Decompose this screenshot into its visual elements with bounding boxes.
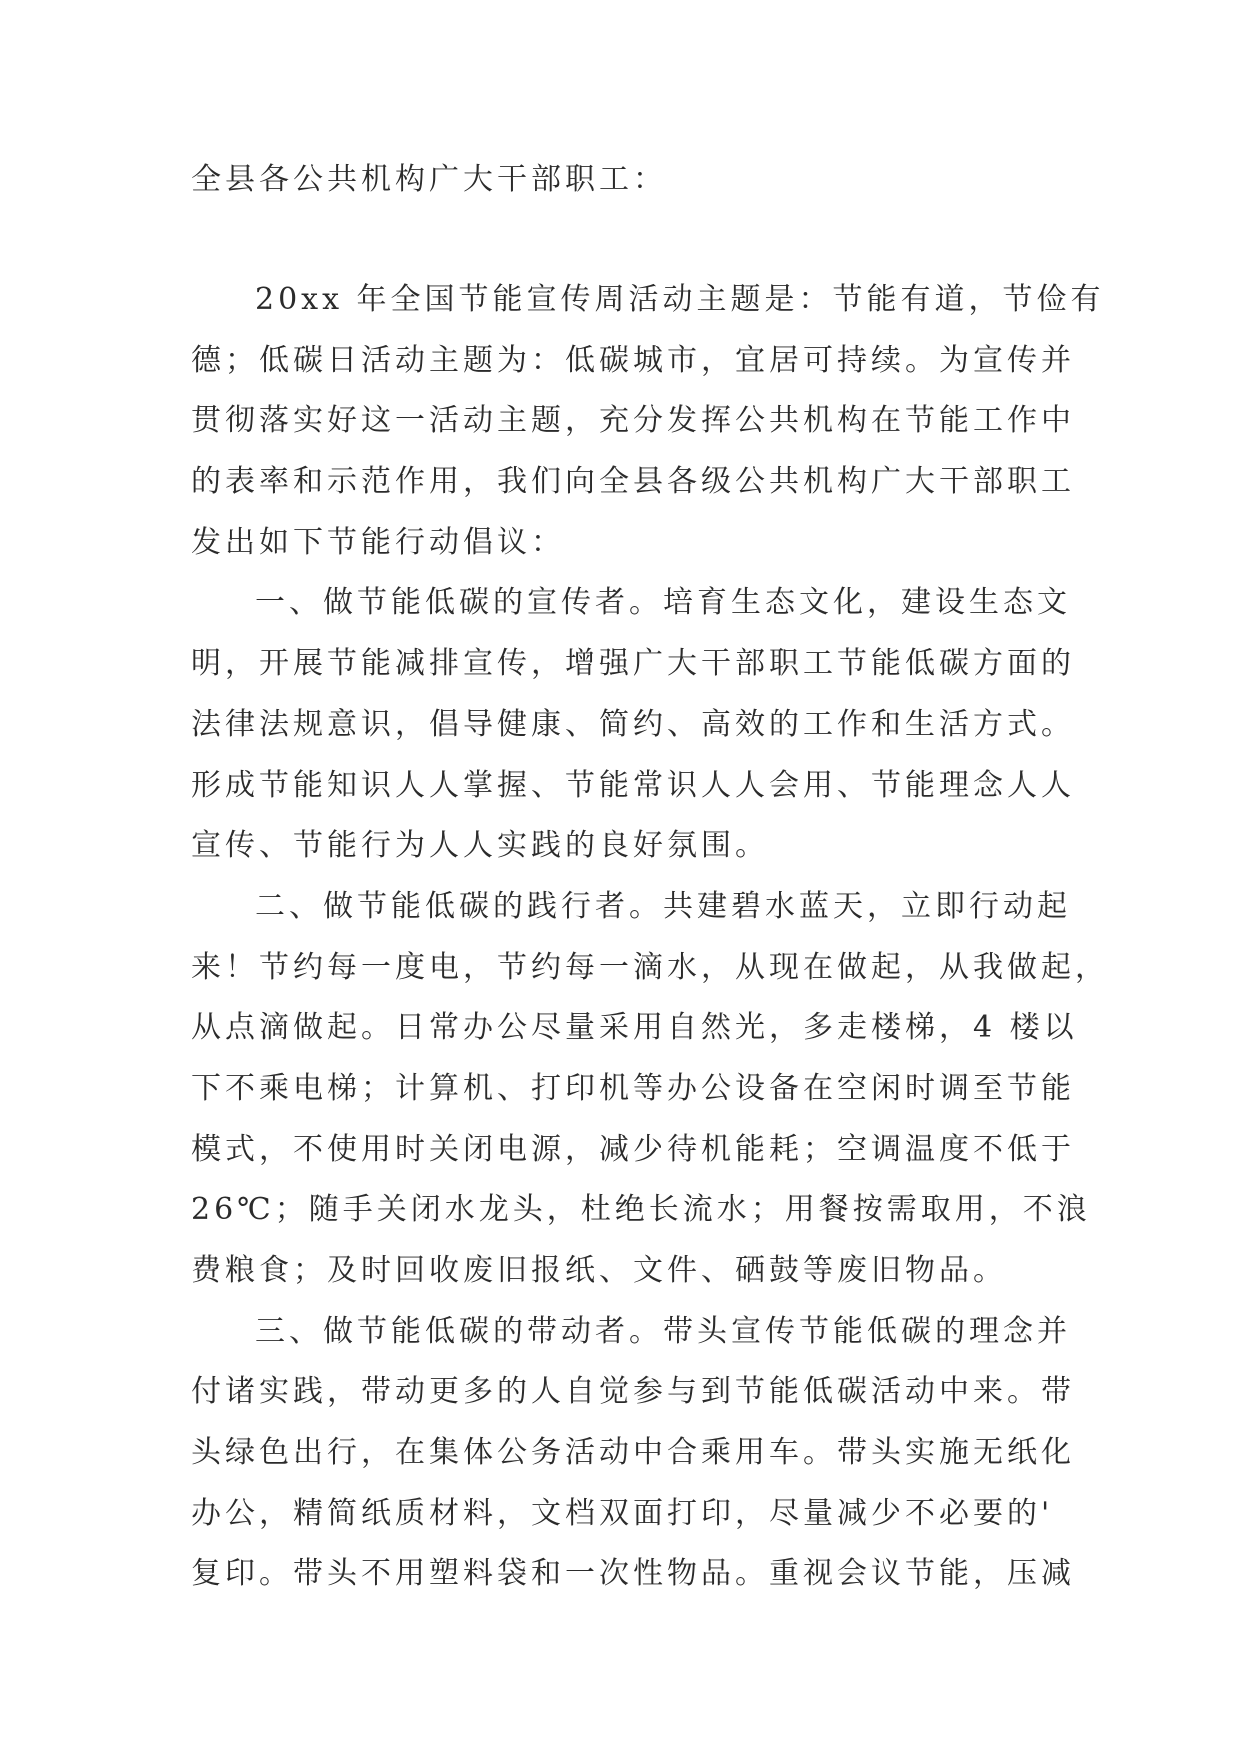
paragraph-line: 宣传、节能行为人人实践的良好氛围。 [191,828,769,864]
paragraph-line: 复印。带头不用塑料袋和一次性物品。重视会议节能，压减 [191,1556,1075,1592]
paragraph-line: 贯彻落实好这一活动主题，充分发挥公共机构在节能工作中 [191,403,1075,439]
paragraph-line: 的表率和示范作用，我们向全县各级公共机构广大干部职工 [191,464,1075,500]
paragraph-line: 一、做节能低碳的宣传者。培育生态文化，建设生态文 [255,585,1071,621]
paragraph-line: 模式，不使用时关闭电源，减少待机能耗；空调温度不低于 [191,1131,1075,1167]
paragraph-line: 下不乘电梯；计算机、打印机等办公设备在空闲时调至节能 [191,1070,1075,1106]
paragraph-line: 三、做节能低碳的带动者。带头宣传节能低碳的理念并 [255,1313,1071,1349]
paragraph-promoter [191,573,1075,876]
paragraph-line: 付诸实践，带动更多的人自觉参与到节能低碳活动中来。带 [191,1374,1075,1410]
document-body [191,150,1109,1605]
paragraph-theme [191,270,1105,573]
paragraph-leader [191,1302,1075,1605]
paragraph-line: 头绿色出行，在集体公务活动中合乘用车。带头实施无纸化 [191,1435,1075,1471]
blank-line [191,210,1051,270]
paragraph-line: 26℃；随手关闭水龙头，杜绝长流水；用餐按需取用，不浪 [191,1192,1091,1228]
paragraph-line: 形成节能知识人人掌握、节能常识人人会用、节能理念人人 [191,767,1075,803]
paragraph-line: 来！节约每一度电，节约每一滴水，从现在做起，从我做起， [191,949,1109,985]
paragraph-line: 明，开展节能减排宣传，增强广大干部职工节能低碳方面的 [191,646,1075,682]
salutation: 全县各公共机构广大干部职工： [191,162,667,197]
paragraph-line: 发出如下节能行动倡议： [191,524,565,560]
paragraph-line: 20xx 年全国节能宣传周活动主题是：节能有道，节俭有 [255,282,1105,317]
paragraph-line: 办公，精简纸质材料，文档双面打印，尽量减少不必要的' [191,1495,1054,1531]
paragraph-line: 费粮食；及时回收废旧报纸、文件、硒鼓等废旧物品。 [191,1253,1007,1288]
paragraph-line: 从点滴做起。日常办公尽量采用自然光，多走楼梯，4 楼以 [191,1010,1078,1046]
paragraph-line: 德；低碳日活动主题为：低碳城市，宜居可持续。为宣传并 [191,342,1075,378]
paragraph-line: 二、做节能低碳的践行者。共建碧水蓝天，立即行动起 [255,888,1071,924]
paragraph-practitioner [191,877,1109,1302]
paragraph-line: 法律法规意识，倡导健康、简约、高效的工作和生活方式。 [191,706,1075,742]
